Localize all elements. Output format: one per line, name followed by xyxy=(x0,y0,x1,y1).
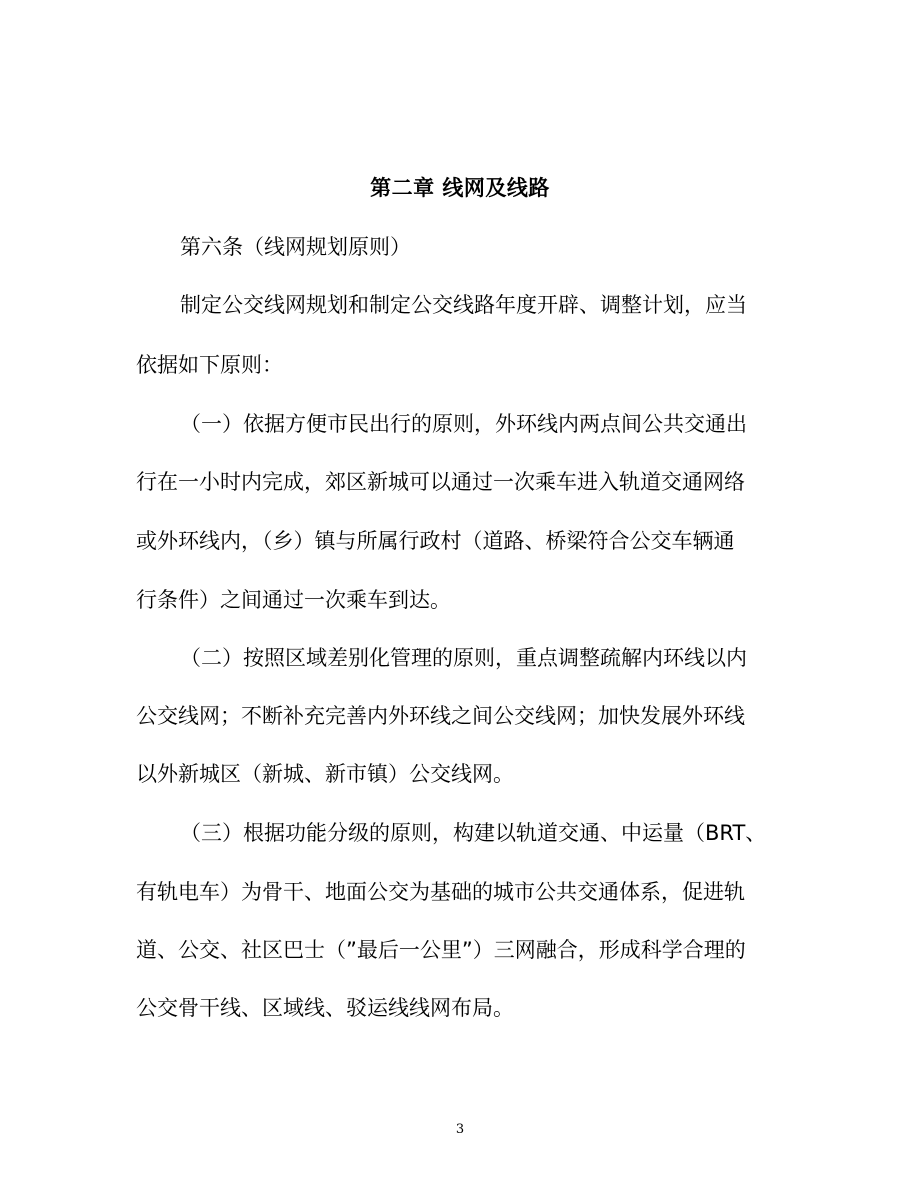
item3-line-3: 道、公交、社区巴士（”最后一公里”）三网融合，形成科学合理的 xyxy=(136,938,746,962)
item1-line-4: 行条件）之间通过一次乘车到达。 xyxy=(136,588,451,612)
item1-line-3: 或外环线内，（乡）镇与所属行政村（道路、桥梁符合公交车辆通 xyxy=(136,529,735,553)
item3-line-2: 有轨电车）为骨干、地面公交为基础的城市公共交通体系，促进轨 xyxy=(136,880,745,904)
intro-line-2: 依据如下原则： xyxy=(136,353,283,377)
item3-line-4: 公交骨干线、区域线、驳运线线网布局。 xyxy=(136,996,514,1020)
item1-line-2: 行在一小时内完成，郊区新城可以通过一次乘车进入轨道交通网络 xyxy=(136,470,745,494)
page-number: 3 xyxy=(455,1122,465,1137)
item2-line-2: 公交线网；不断补充完善内外环线之间公交线网；加快发展外环线 xyxy=(136,704,745,728)
chapter-title: 第二章 线网及线路 xyxy=(370,176,550,200)
item1-line-1: （一）依据方便市民出行的原则，外环线内两点间公共交通出 xyxy=(180,412,747,436)
item3-line-1: （三）根据功能分级的原则，构建以轨道交通、中运量（BRT、 xyxy=(180,821,767,845)
article-heading: 第六条（线网规划原则） xyxy=(180,235,411,259)
item2-line-1: （二）按照区域差别化管理的原则，重点调整疏解内环线以内 xyxy=(180,646,747,670)
intro-line-1: 制定公交线网规划和制定公交线路年度开辟、调整计划，应当 xyxy=(180,293,747,317)
item2-line-3: 以外新城区（新城、新市镇）公交线网。 xyxy=(136,762,514,786)
